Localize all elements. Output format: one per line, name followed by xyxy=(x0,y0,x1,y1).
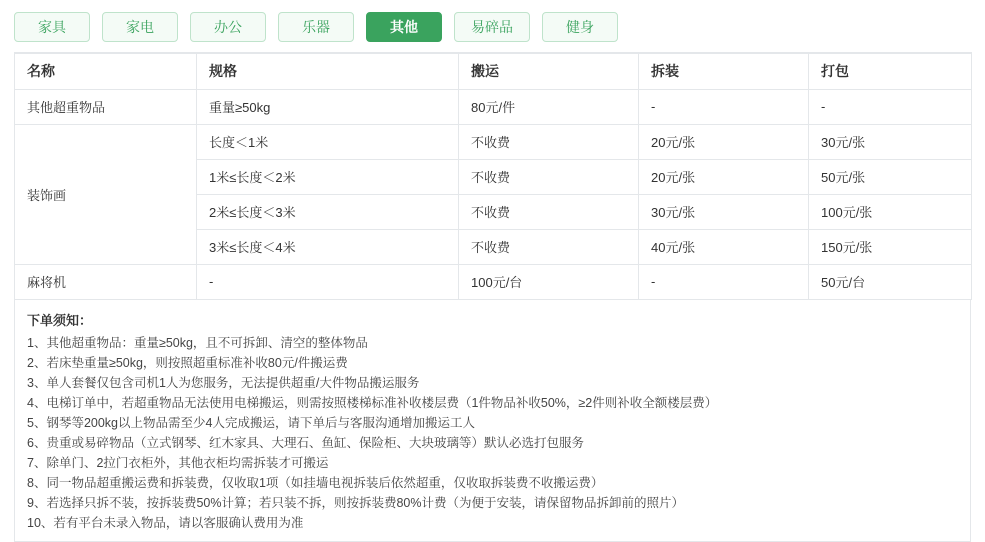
cell-disassemble-fee: 40元/张 xyxy=(639,229,809,264)
table-body xyxy=(15,89,972,299)
column-header-spec: 规格 xyxy=(197,53,459,89)
cell-disassemble-fee: - xyxy=(639,264,809,299)
cell-spec: 长度＜1米 xyxy=(197,124,459,159)
notes-list xyxy=(27,333,958,533)
cell-disassemble-fee: - xyxy=(639,89,809,124)
cell-move-fee: 不收费 xyxy=(459,229,639,264)
cell-item-name: 装饰画 xyxy=(15,124,197,264)
note-item: 7、除单门、2拉门衣柜外，其他衣柜均需拆装才可搬运 xyxy=(27,455,329,470)
cell-pack-fee: 50元/张 xyxy=(809,159,972,194)
cell-spec: - xyxy=(197,264,459,299)
tab-furniture[interactable]: 家具 xyxy=(14,12,90,42)
note-item: 8、同一物品超重搬运费和拆装费，仅收取1项（如挂墙电视拆装后依然超重，仅收取拆装费不收搬运费） xyxy=(27,475,604,490)
cell-move-fee: 不收费 xyxy=(459,159,639,194)
note-item: 9、若选择只拆不装，按拆装费50%计算；若只装不拆，则按拆装费80%计费（为便于安装，请保留物品拆卸前的照片） xyxy=(27,495,684,510)
cell-spec: 2米≤长度＜3米 xyxy=(197,194,459,229)
cell-disassemble-fee: 30元/张 xyxy=(639,194,809,229)
price-table xyxy=(14,52,972,300)
cell-item-name: 其他超重物品 xyxy=(15,89,197,124)
cell-item-name: 麻将机 xyxy=(15,264,197,299)
table-header xyxy=(15,53,972,89)
notes-title: 下单须知： xyxy=(27,312,93,328)
table-row xyxy=(15,264,972,299)
tab-office[interactable]: 办公 xyxy=(190,12,266,42)
cell-pack-fee: 30元/张 xyxy=(809,124,972,159)
cell-move-fee: 不收费 xyxy=(459,194,639,229)
cell-spec: 重量≥50kg xyxy=(197,89,459,124)
cell-move-fee: 80元/件 xyxy=(459,89,639,124)
tab-appliance[interactable]: 家电 xyxy=(102,12,178,42)
note-item: 3、单人套餐仅包含司机1人为您服务，无法提供超重/大件物品搬运服务 xyxy=(27,375,420,390)
table-row xyxy=(15,124,972,159)
cell-move-fee: 100元/台 xyxy=(459,264,639,299)
tab-fragile[interactable]: 易碎品 xyxy=(454,12,530,42)
cell-spec: 1米≤长度＜2米 xyxy=(197,159,459,194)
note-item: 6、贵重或易碎物品（立式钢琴、红木家具、大理石、鱼缸、保险柜、大块玻璃等）默认必选打包服务 xyxy=(27,435,584,450)
price-table-wrapper xyxy=(0,52,985,300)
cell-disassemble-fee: 20元/张 xyxy=(639,124,809,159)
table-header-row xyxy=(15,53,972,89)
cell-move-fee: 不收费 xyxy=(459,124,639,159)
cell-spec: 3米≤长度＜4米 xyxy=(197,229,459,264)
note-item: 1、其他超重物品：重量≥50kg，且不可拆卸、清空的整体物品 xyxy=(27,335,368,350)
order-notes xyxy=(14,300,971,542)
note-item: 10、若有平台未录入物品，请以客服确认费用为准 xyxy=(27,515,304,530)
column-header-pack: 打包 xyxy=(809,53,972,89)
note-item: 5、钢琴等200kg以上物品需至少4人完成搬运，请下单后与客服沟通增加搬运工人 xyxy=(27,415,475,430)
note-item: 4、电梯订单中，若超重物品无法使用电梯搬运，则需按照楼梯标准补收楼层费（1件物品补收50%，≥2件则补收全额楼层费） xyxy=(27,395,718,410)
cell-pack-fee: 100元/张 xyxy=(809,194,972,229)
category-tabs xyxy=(0,0,985,52)
column-header-disassemble: 拆装 xyxy=(639,53,809,89)
table-row xyxy=(15,89,972,124)
column-header-move: 搬运 xyxy=(459,53,639,89)
tab-instrument[interactable]: 乐器 xyxy=(278,12,354,42)
cell-pack-fee: 50元/台 xyxy=(809,264,972,299)
tab-other[interactable]: 其他 xyxy=(366,12,442,42)
cell-pack-fee: - xyxy=(809,89,972,124)
cell-pack-fee: 150元/张 xyxy=(809,229,972,264)
tab-fitness[interactable]: 健身 xyxy=(542,12,618,42)
cell-disassemble-fee: 20元/张 xyxy=(639,159,809,194)
column-header-name: 名称 xyxy=(15,53,197,89)
note-item: 2、若床垫重量≥50kg，则按照超重标准补收80元/件搬运费 xyxy=(27,355,348,370)
